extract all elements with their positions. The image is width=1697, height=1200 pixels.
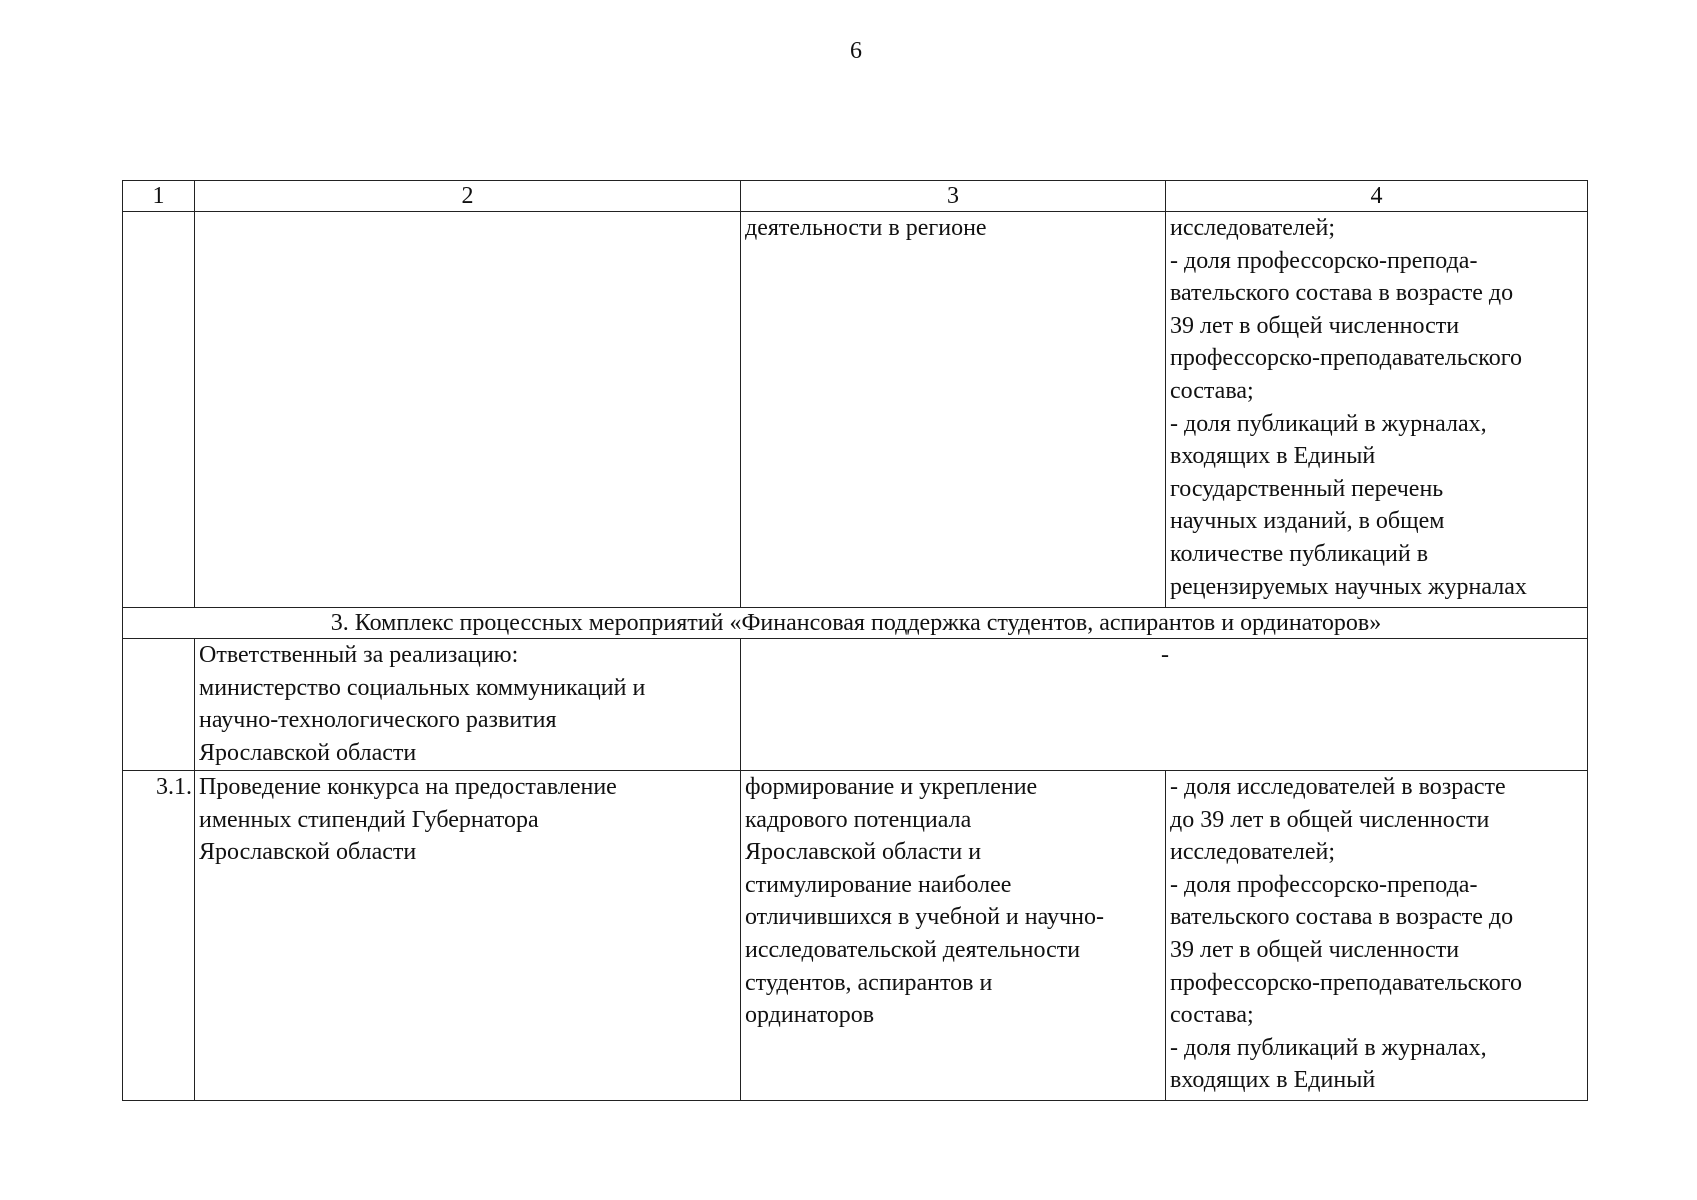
page-number: 6 [850, 38, 862, 64]
indicator-text-line: - доля публикаций в журналах, [1170, 410, 1487, 437]
item-name-line: Ярославской области [199, 839, 417, 866]
item-result-line: отличившихся в учебной и научно- [745, 904, 1104, 931]
item-number: 3.1. [123, 771, 195, 1101]
responsible-text-line: министерство социальных коммуникаций и [199, 674, 646, 701]
continuation-result-cell [741, 212, 1166, 608]
indicator-text-line: рецензируемых научных журналах [1170, 573, 1527, 600]
indicator-text-line: состава; [1170, 377, 1254, 404]
indicator-text-line: профессорско-преподавательского [1170, 969, 1522, 996]
responsible-dash-cell: - [741, 639, 1588, 771]
indicator-text-line: вательского состава в возрасте до [1170, 280, 1514, 307]
item-name-cell [195, 771, 741, 1101]
table-header-row [123, 181, 1588, 212]
indicator-text-line: - доля исследователей в возрасте [1170, 774, 1506, 800]
indicator-text-line: профессорско-преподавательского [1170, 345, 1522, 372]
responsible-text-line: научно-технологического развития [199, 707, 557, 734]
item-result-line: формирование и укрепление [745, 774, 1038, 800]
item-name-line: именных стипендий Губернатора [199, 806, 539, 833]
continuation-num-cell [123, 212, 195, 608]
indicator-text-line: состава; [1170, 1002, 1254, 1029]
item-result-line: студентов, аспирантов и [745, 969, 993, 996]
cell-text-line: деятельности в регионе [745, 215, 987, 241]
indicator-text-line: вательского состава в возрасте до [1170, 904, 1514, 931]
indicator-text-line: исследователей; [1170, 215, 1335, 241]
item-result-cell [741, 771, 1166, 1101]
indicator-text-line: - доля профессорско-препода- [1170, 871, 1478, 898]
indicator-text-line: входящих в Единый [1170, 1067, 1376, 1094]
item-result-line: кадрового потенциала [745, 806, 972, 833]
continuation-indicators-cell [1166, 212, 1588, 608]
responsible-row [123, 639, 1588, 771]
indicator-text-line: - доля профессорско-препода- [1170, 247, 1478, 274]
column-number-2: 2 [195, 181, 741, 212]
indicator-text-line: количестве публикаций в [1170, 540, 1429, 567]
indicator-text-line: 39 лет в общей численности [1170, 936, 1460, 963]
responsible-text-line: Ярославской области [199, 739, 417, 766]
item-name-line: Проведение конкурса на предоставление [199, 774, 617, 800]
indicator-text-line: 39 лет в общей численности [1170, 312, 1460, 339]
responsible-text-line: Ответственный за реализацию: [199, 642, 519, 668]
indicator-text-line: исследователей; [1170, 839, 1335, 866]
continuation-name-cell [195, 212, 741, 608]
item-result-line: ординаторов [745, 1002, 875, 1029]
measures-table [122, 180, 1588, 1101]
indicator-text-line: до 39 лет в общей численности [1170, 806, 1490, 833]
indicator-text-line: входящих в Единый [1170, 443, 1376, 470]
column-number-4: 4 [1166, 181, 1588, 212]
section-heading-row [123, 608, 1588, 639]
item-result-line: Ярославской области и [745, 839, 982, 866]
item-indicators-cell [1166, 771, 1588, 1101]
indicator-text-line: - доля публикаций в журналах, [1170, 1034, 1487, 1061]
continuation-row [123, 212, 1588, 608]
column-number-1: 1 [123, 181, 195, 212]
section-heading: 3. Комплекс процессных мероприятий «Финансовая поддержка студентов, аспирантов и ординаторов» [123, 608, 1588, 639]
indicator-text-line: государственный перечень [1170, 475, 1444, 502]
responsible-cell [195, 639, 741, 771]
indicator-text-line: научных изданий, в общем [1170, 508, 1445, 535]
responsible-num-cell [123, 639, 195, 771]
column-number-3: 3 [741, 181, 1166, 212]
item-result-line: стимулирование наиболее [745, 871, 1012, 898]
item-result-line: исследовательской деятельности [745, 936, 1081, 963]
table-row [123, 771, 1588, 1101]
